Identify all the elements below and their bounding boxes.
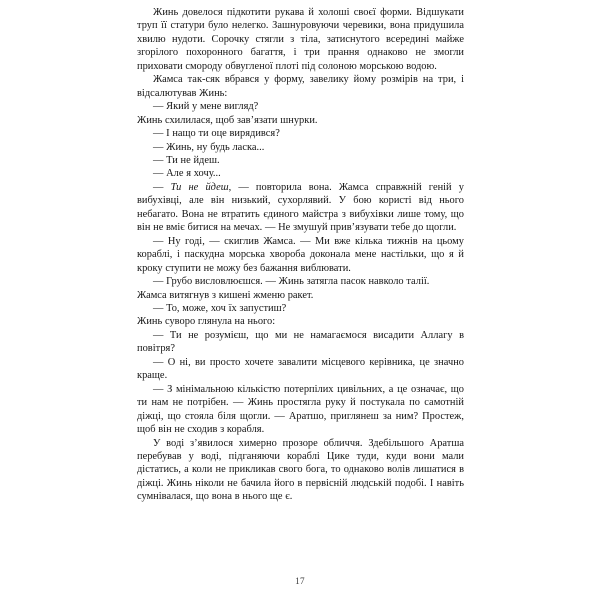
paragraph-dialogue: — Ну годі, — скиглив Жамса. — Ми вже кілька тижнів на цьому кораблі, і паскудна морська хвороба доконала мене настільки, що я й кроку ступити не можу без бажання виблювати.: [137, 235, 464, 274]
paragraph-dialogue: — Ти не йдеш.: [153, 154, 220, 166]
paragraph: Жинь схилилася, щоб зав’язати шнурки.: [137, 114, 318, 126]
paragraph-dialogue: — Який у мене вигляд?: [153, 101, 259, 113]
emphasized-phrase: Ти не йдеш: [170, 181, 229, 193]
paragraph-dialogue: — Жинь, ну будь ласка...: [153, 141, 265, 153]
paragraph-dialogue: — Але я хочу...: [153, 168, 221, 180]
page-number: 17: [295, 576, 305, 586]
paragraph-dialogue: — З мінімальною кількістю потерпілих цивільних, а це означає, що ти нам не потрібен. — Жинь простягла руку й постукала по самотній діжці, що стояла біля щогли. — Аратшо, приглянеш за ним? Простеж, щоб він не сходив з корабля.: [137, 383, 464, 436]
paragraph-dialogue: — Ти не розумієш, що ми не намагаємося висадити Аллагу в повітря?: [137, 329, 464, 355]
paragraph: Жамса витягнув з кишені жменю ракет.: [137, 289, 314, 301]
paragraph: Жинь довелося підкотити рукава й холоші своєї форми. Відшукати труп її статури було нелегко. Зашнуровуючи черевики, вона придушила хвилю нудоти. Сорочку стягли з тіла, затиснутого всередині майже згорілого похоронного багаття, і три прання однаково не змогли приховати смороду обвугленої плоті під солоною морською водою.: [137, 7, 464, 72]
paragraph: Жинь суворо глянула на нього:: [137, 316, 276, 328]
dash-prefix: —: [153, 181, 171, 193]
paragraph: Жамса так-сяк вбрався у форму, завелику йому розмірів на три, і відсалютував Жинь:: [137, 74, 464, 99]
paragraph-dialogue: — І нащо ти оце вирядився?: [153, 128, 280, 140]
paragraph-dialogue: — Грубо висловлюєшся. — Жинь затягла пасок навколо талії.: [153, 276, 430, 288]
paragraph-dialogue: — То, може, хоч їх запустиш?: [153, 302, 287, 314]
body-text-column: [137, 6, 464, 504]
paragraph-dialogue-emphasis: [137, 181, 464, 235]
paragraph: У воді з’явилося химерно прозоре обличчя. Здебільшого Аратша перебував у воді, підганяючи кораблі Цике туди, куди вони мали дістатись, а коли не прикликав свого бога, то однаково волів лишатися в діжці. Жинь ніколи не бачила його в первісній людській подобі. І навіть сумнівалася, що вона в нього ще є.: [137, 437, 464, 503]
paragraph-remainder: , — повторила вона. Жамса справжній геній у вибухівці, але він низький, сухорлявий. У бою користі від нього небагато. Вона не втратить єдиного майстра з вибухівки лише тому, що він не вміє битися на мечах. — Не змушуй прив’язувати тебе до щогли.: [137, 181, 465, 234]
paragraph-dialogue: — О ні, ви просто хочете завалити місцевого керівника, це значно краще.: [137, 356, 464, 382]
